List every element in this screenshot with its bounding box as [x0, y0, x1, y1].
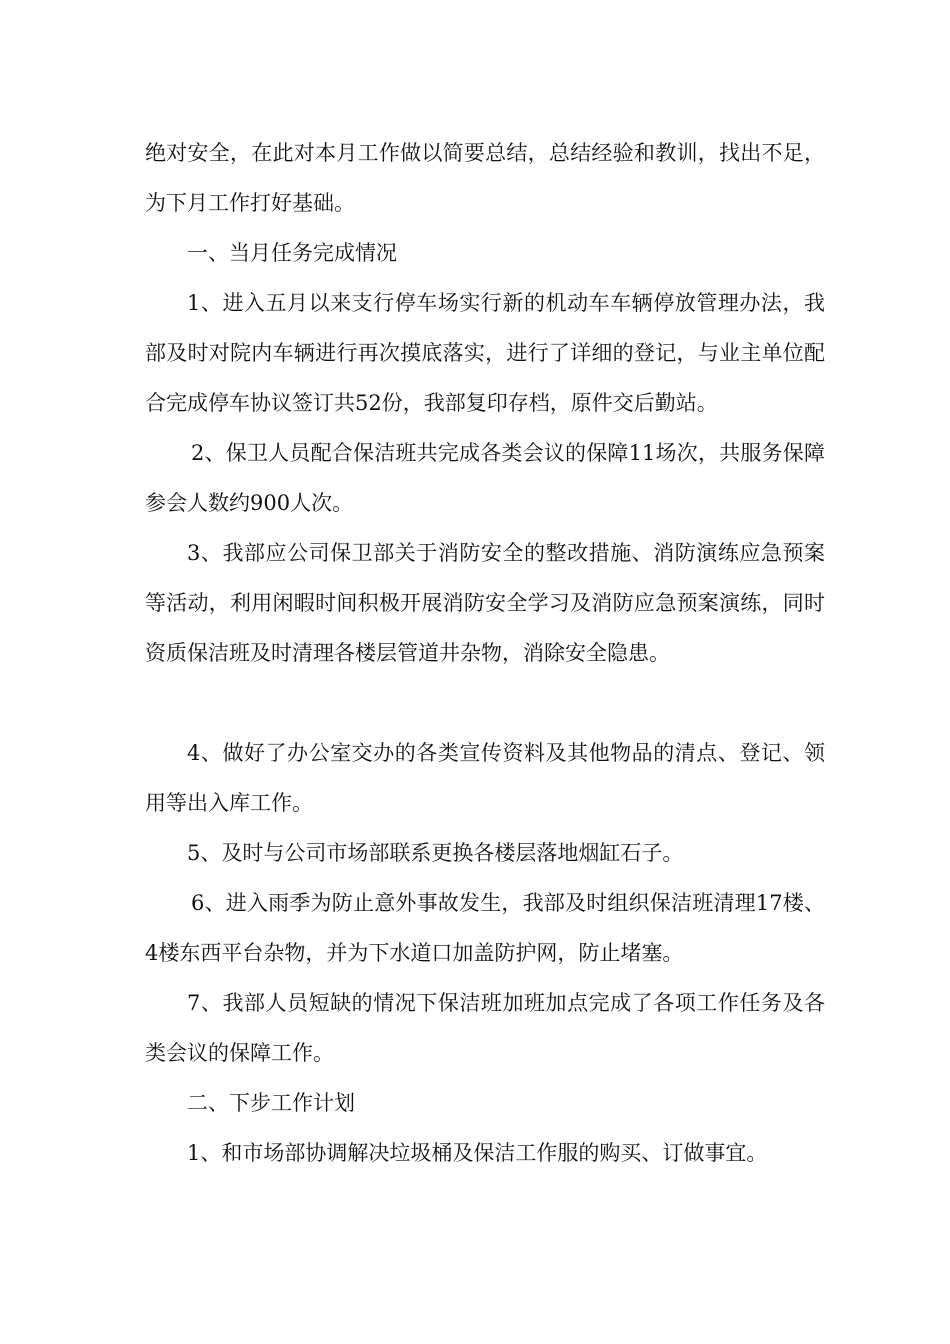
- paragraph-item-4: 4、做好了办公室交办的各类宣传资料及其他物品的清点、登记、领用等出入库工作。: [145, 741, 825, 815]
- paragraph-item-6: 6、进入雨季为防止意外事故发生，我部及时组织保洁班清理17楼、4楼东西平台杂物，并为下水道口加盖防护网，防止堵塞。: [145, 891, 825, 965]
- paragraph-intro-continued: 绝对安全，在此对本月工作做以简要总结，总结经验和教训，找出不足，为下月工作打好基础。: [145, 141, 825, 215]
- paragraph-item-2: 2、保卫人员配合保洁班共完成各类会议的保障11场次，共服务保障参会人数约900人次。: [145, 441, 825, 515]
- section-heading-next-plan: 二、下步工作计划: [187, 1091, 355, 1115]
- section-heading-current-month: 一、当月任务完成情况: [187, 241, 397, 265]
- blank-line: [145, 678, 825, 728]
- document-body: [145, 128, 825, 1178]
- paragraph-item-1: 1、进入五月以来支行停车场实行新的机动车车辆停放管理办法，我部及时对院内车辆进行再次摸底落实，进行了详细的登记，与业主单位配合完成停车协议签订共52份，我部复印存档，原件交后勤站。: [145, 291, 825, 415]
- paragraph-item-5: 5、及时与公司市场部联系更换各楼层落地烟缸石子。: [187, 841, 684, 865]
- paragraph-plan-1: 1、和市场部协调解决垃圾桶及保洁工作服的购买、订做事宜。: [187, 1141, 768, 1165]
- paragraph-item-7: 7、我部人员短缺的情况下保洁班加班加点完成了各项工作任务及各类会议的保障工作。: [145, 991, 825, 1065]
- paragraph-item-3: 3、我部应公司保卫部关于消防安全的整改措施、消防演练应急预案等活动，利用闲暇时间积极开展消防安全学习及消防应急预案演练，同时资质保洁班及时清理各楼层管道井杂物，消除安全隐患。: [145, 541, 825, 665]
